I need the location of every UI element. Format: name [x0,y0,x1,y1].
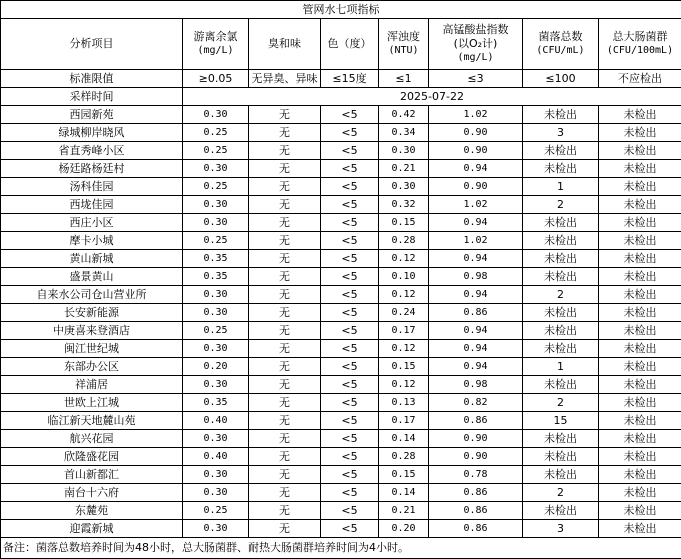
cell-turbidity: 0.32 [379,196,429,214]
cell-color: <5 [321,430,379,448]
cell-odor: 无 [249,322,321,340]
cell-bacteria: 未检出 [523,160,599,178]
cell-odor: 无 [249,196,321,214]
cell-turbidity: 0.10 [379,268,429,286]
cell-cod: 0.86 [429,520,523,538]
cell-coliform: 未检出 [599,484,681,502]
header-project: 分析项目 [1,19,183,70]
cell-chlorine: 0.35 [183,268,249,286]
header-cod-basis: (以O₂计) [429,37,522,51]
cell-bacteria: 1 [523,178,599,196]
cell-color: <5 [321,214,379,232]
cell-turbidity: 0.15 [379,214,429,232]
cell-bacteria: 未检出 [523,106,599,124]
cell-site-name: 自来水公司仓山营业所 [1,286,183,304]
cell-odor: 无 [249,376,321,394]
cell-site-name: 欣隆盛花园 [1,448,183,466]
cell-coliform: 未检出 [599,196,681,214]
cell-coliform: 未检出 [599,142,681,160]
table-row [1,412,681,430]
header-coliform-unit: (CFU/100mL) [599,44,681,58]
cell-color: <5 [321,304,379,322]
cell-turbidity: 0.24 [379,304,429,322]
cell-coliform: 未检出 [599,466,681,484]
table-note: 备注：菌落总数培养时间为48小时，总大肠菌群、耐热大肠菌群培养时间为4小时。 [1,538,681,559]
cell-coliform: 未检出 [599,268,681,286]
cell-site-name: 汤科佳园 [1,178,183,196]
table-row [1,106,681,124]
cell-turbidity: 0.14 [379,430,429,448]
cell-cod: 0.98 [429,376,523,394]
table-title: 管网水七项指标 [1,1,681,19]
cell-coliform: 未检出 [599,340,681,358]
cell-bacteria: 未检出 [523,340,599,358]
cell-odor: 无 [249,430,321,448]
cell-site-name: 临江新天地麓山苑 [1,412,183,430]
cell-site-name: 东部办公区 [1,358,183,376]
cell-site-name: 西园新苑 [1,106,183,124]
cell-bacteria: 未检出 [523,466,599,484]
cell-color: <5 [321,142,379,160]
cell-chlorine: 0.30 [183,214,249,232]
cell-site-name: 西庄小区 [1,214,183,232]
cell-cod: 1.02 [429,196,523,214]
cell-coliform: 未检出 [599,304,681,322]
standard-odor: 无异臭、异味 [249,70,321,88]
standard-chlorine: ≥0.05 [183,70,249,88]
cell-color: <5 [321,124,379,142]
table-row [1,448,681,466]
cell-chlorine: 0.30 [183,106,249,124]
cell-coliform: 未检出 [599,160,681,178]
cell-odor: 无 [249,214,321,232]
cell-turbidity: 0.30 [379,178,429,196]
cell-site-name: 杨廷路杨廷村 [1,160,183,178]
header-turbidity [379,19,429,70]
cell-chlorine: 0.30 [183,376,249,394]
cell-turbidity: 0.17 [379,412,429,430]
table-row [1,466,681,484]
cell-bacteria: 未检出 [523,430,599,448]
cell-site-name: 闽江世纪城 [1,340,183,358]
cell-color: <5 [321,196,379,214]
cell-turbidity: 0.30 [379,142,429,160]
cell-odor: 无 [249,448,321,466]
cell-site-name: 摩卡小城 [1,232,183,250]
header-chlorine-name: 游离余氯 [183,30,248,44]
cell-chlorine: 0.35 [183,394,249,412]
header-cod-unit: (mg/L) [429,51,522,65]
cell-cod: 1.02 [429,232,523,250]
cell-cod: 0.86 [429,412,523,430]
cell-odor: 无 [249,394,321,412]
header-odor: 臭和味 [249,19,321,70]
header-chlorine [183,19,249,70]
cell-odor: 无 [249,358,321,376]
cell-coliform: 未检出 [599,412,681,430]
cell-color: <5 [321,394,379,412]
cell-chlorine: 0.25 [183,502,249,520]
table-row [1,502,681,520]
standard-color: ≤15度 [321,70,379,88]
cell-odor: 无 [249,160,321,178]
cell-bacteria: 3 [523,520,599,538]
cell-color: <5 [321,376,379,394]
cell-color: <5 [321,178,379,196]
cell-bacteria: 未检出 [523,322,599,340]
table-row [1,322,681,340]
cell-color: <5 [321,232,379,250]
standard-turbidity: ≤1 [379,70,429,88]
cell-cod: 0.90 [429,448,523,466]
cell-turbidity: 0.21 [379,502,429,520]
cell-chlorine: 0.25 [183,124,249,142]
header-bacteria-unit: (CFU/mL) [523,44,598,58]
cell-chlorine: 0.30 [183,466,249,484]
table-row [1,376,681,394]
cell-turbidity: 0.20 [379,520,429,538]
standard-bacteria: ≤100 [523,70,599,88]
cell-bacteria: 2 [523,394,599,412]
cell-coliform: 未检出 [599,502,681,520]
cell-cod: 0.90 [429,178,523,196]
header-turbidity-name: 浑浊度 [379,30,428,44]
cell-coliform: 未检出 [599,358,681,376]
cell-site-name: 迎霞新城 [1,520,183,538]
cell-color: <5 [321,322,379,340]
cell-color: <5 [321,286,379,304]
cell-chlorine: 0.30 [183,430,249,448]
cell-odor: 无 [249,286,321,304]
cell-coliform: 未检出 [599,232,681,250]
cell-chlorine: 0.30 [183,286,249,304]
cell-cod: 0.86 [429,502,523,520]
standard-cod: ≤3 [429,70,523,88]
cell-coliform: 未检出 [599,178,681,196]
cell-chlorine: 0.35 [183,250,249,268]
cell-chlorine: 0.20 [183,358,249,376]
cell-chlorine: 0.30 [183,520,249,538]
table-row [1,304,681,322]
cell-coliform: 未检出 [599,106,681,124]
cell-cod: 0.94 [429,160,523,178]
table-row [1,286,681,304]
cell-cod: 0.90 [429,430,523,448]
cell-odor: 无 [249,178,321,196]
cell-odor: 无 [249,304,321,322]
cell-turbidity: 0.12 [379,376,429,394]
cell-turbidity: 0.21 [379,160,429,178]
cell-color: <5 [321,268,379,286]
cell-odor: 无 [249,484,321,502]
cell-bacteria: 未检出 [523,250,599,268]
cell-bacteria: 未检出 [523,502,599,520]
cell-site-name: 长安新能源 [1,304,183,322]
cell-site-name: 西垅佳园 [1,196,183,214]
cell-cod: 0.94 [429,358,523,376]
cell-chlorine: 0.30 [183,304,249,322]
cell-cod: 1.02 [429,106,523,124]
cell-color: <5 [321,106,379,124]
cell-odor: 无 [249,502,321,520]
cell-chlorine: 0.25 [183,142,249,160]
cell-cod: 0.90 [429,142,523,160]
cell-bacteria: 2 [523,196,599,214]
cell-color: <5 [321,358,379,376]
table-row [1,232,681,250]
cell-bacteria: 未检出 [523,304,599,322]
cell-site-name: 航兴花园 [1,430,183,448]
cell-color: <5 [321,466,379,484]
header-bacteria [523,19,599,70]
cell-odor: 无 [249,142,321,160]
cell-site-name: 黄山新城 [1,250,183,268]
cell-chlorine: 0.25 [183,322,249,340]
cell-color: <5 [321,250,379,268]
cell-coliform: 未检出 [599,430,681,448]
cell-site-name: 中庚喜来登酒店 [1,322,183,340]
table-row [1,358,681,376]
table-row [1,160,681,178]
cell-odor: 无 [249,520,321,538]
cell-bacteria: 未检出 [523,142,599,160]
cell-coliform: 未检出 [599,124,681,142]
header-coliform [599,19,681,70]
cell-color: <5 [321,484,379,502]
table-row [1,250,681,268]
table-row [1,268,681,286]
cell-coliform: 未检出 [599,394,681,412]
table-row [1,340,681,358]
cell-cod: 0.94 [429,340,523,358]
cell-turbidity: 0.34 [379,124,429,142]
cell-coliform: 未检出 [599,448,681,466]
header-chlorine-unit: (mg/L) [183,44,248,58]
cell-bacteria: 未检出 [523,232,599,250]
cell-cod: 0.90 [429,124,523,142]
cell-site-name: 省直秀峰小区 [1,142,183,160]
cell-chlorine: 0.30 [183,340,249,358]
cell-odor: 无 [249,106,321,124]
cell-cod: 0.78 [429,466,523,484]
cell-site-name: 世欧上江城 [1,394,183,412]
cell-bacteria: 未检出 [523,448,599,466]
cell-bacteria: 未检出 [523,214,599,232]
cell-color: <5 [321,448,379,466]
cell-odor: 无 [249,124,321,142]
table-row [1,430,681,448]
cell-turbidity: 0.15 [379,466,429,484]
table-row [1,178,681,196]
table-row [1,394,681,412]
cell-chlorine: 0.40 [183,448,249,466]
table-row [1,484,681,502]
cell-odor: 无 [249,340,321,358]
cell-odor: 无 [249,268,321,286]
header-bacteria-name: 菌落总数 [523,30,598,44]
cell-chlorine: 0.30 [183,484,249,502]
cell-bacteria: 1 [523,358,599,376]
cell-turbidity: 0.13 [379,394,429,412]
cell-cod: 0.98 [429,268,523,286]
cell-cod: 0.94 [429,286,523,304]
cell-coliform: 未检出 [599,520,681,538]
cell-site-name: 盛景黄山 [1,268,183,286]
cell-turbidity: 0.14 [379,484,429,502]
cell-site-name: 东麓苑 [1,502,183,520]
header-cod-name: 高锰酸盐指数 [429,23,522,37]
cell-site-name: 绿城柳岸晓风 [1,124,183,142]
cell-color: <5 [321,502,379,520]
cell-chlorine: 0.30 [183,196,249,214]
sample-time-label: 采样时间 [1,88,183,106]
cell-odor: 无 [249,412,321,430]
header-cod [429,19,523,70]
cell-turbidity: 0.28 [379,448,429,466]
cell-turbidity: 0.12 [379,286,429,304]
cell-odor: 无 [249,466,321,484]
header-coliform-name: 总大肠菌群 [599,30,681,44]
cell-bacteria: 3 [523,124,599,142]
cell-bacteria: 2 [523,484,599,502]
table-row [1,124,681,142]
cell-chlorine: 0.40 [183,412,249,430]
cell-site-name: 南台十六府 [1,484,183,502]
header-turbidity-unit: (NTU) [379,44,428,58]
standard-coliform: 不应检出 [599,70,681,88]
table-row [1,214,681,232]
cell-cod: 0.82 [429,394,523,412]
cell-cod: 0.94 [429,322,523,340]
cell-cod: 0.94 [429,214,523,232]
cell-turbidity: 0.17 [379,322,429,340]
cell-turbidity: 0.12 [379,340,429,358]
cell-bacteria: 2 [523,286,599,304]
cell-bacteria: 15 [523,412,599,430]
cell-site-name: 首山新都汇 [1,466,183,484]
cell-turbidity: 0.15 [379,358,429,376]
cell-bacteria: 未检出 [523,376,599,394]
cell-cod: 0.86 [429,304,523,322]
cell-coliform: 未检出 [599,250,681,268]
cell-chlorine: 0.25 [183,232,249,250]
cell-coliform: 未检出 [599,286,681,304]
cell-turbidity: 0.28 [379,232,429,250]
cell-cod: 0.86 [429,484,523,502]
cell-chlorine: 0.25 [183,178,249,196]
table-row [1,142,681,160]
table-row [1,520,681,538]
cell-coliform: 未检出 [599,376,681,394]
cell-odor: 无 [249,250,321,268]
cell-color: <5 [321,520,379,538]
cell-bacteria: 未检出 [523,268,599,286]
cell-site-name: 祥浦居 [1,376,183,394]
table-row [1,196,681,214]
cell-color: <5 [321,340,379,358]
cell-coliform: 未检出 [599,322,681,340]
cell-coliform: 未检出 [599,214,681,232]
cell-cod: 0.94 [429,250,523,268]
cell-chlorine: 0.30 [183,160,249,178]
sample-time-value: 2025-07-22 [183,88,681,106]
cell-odor: 无 [249,232,321,250]
cell-color: <5 [321,160,379,178]
cell-color: <5 [321,412,379,430]
header-color: 色（度） [321,19,379,70]
standard-label: 标准限值 [1,70,183,88]
cell-turbidity: 0.12 [379,250,429,268]
cell-turbidity: 0.42 [379,106,429,124]
